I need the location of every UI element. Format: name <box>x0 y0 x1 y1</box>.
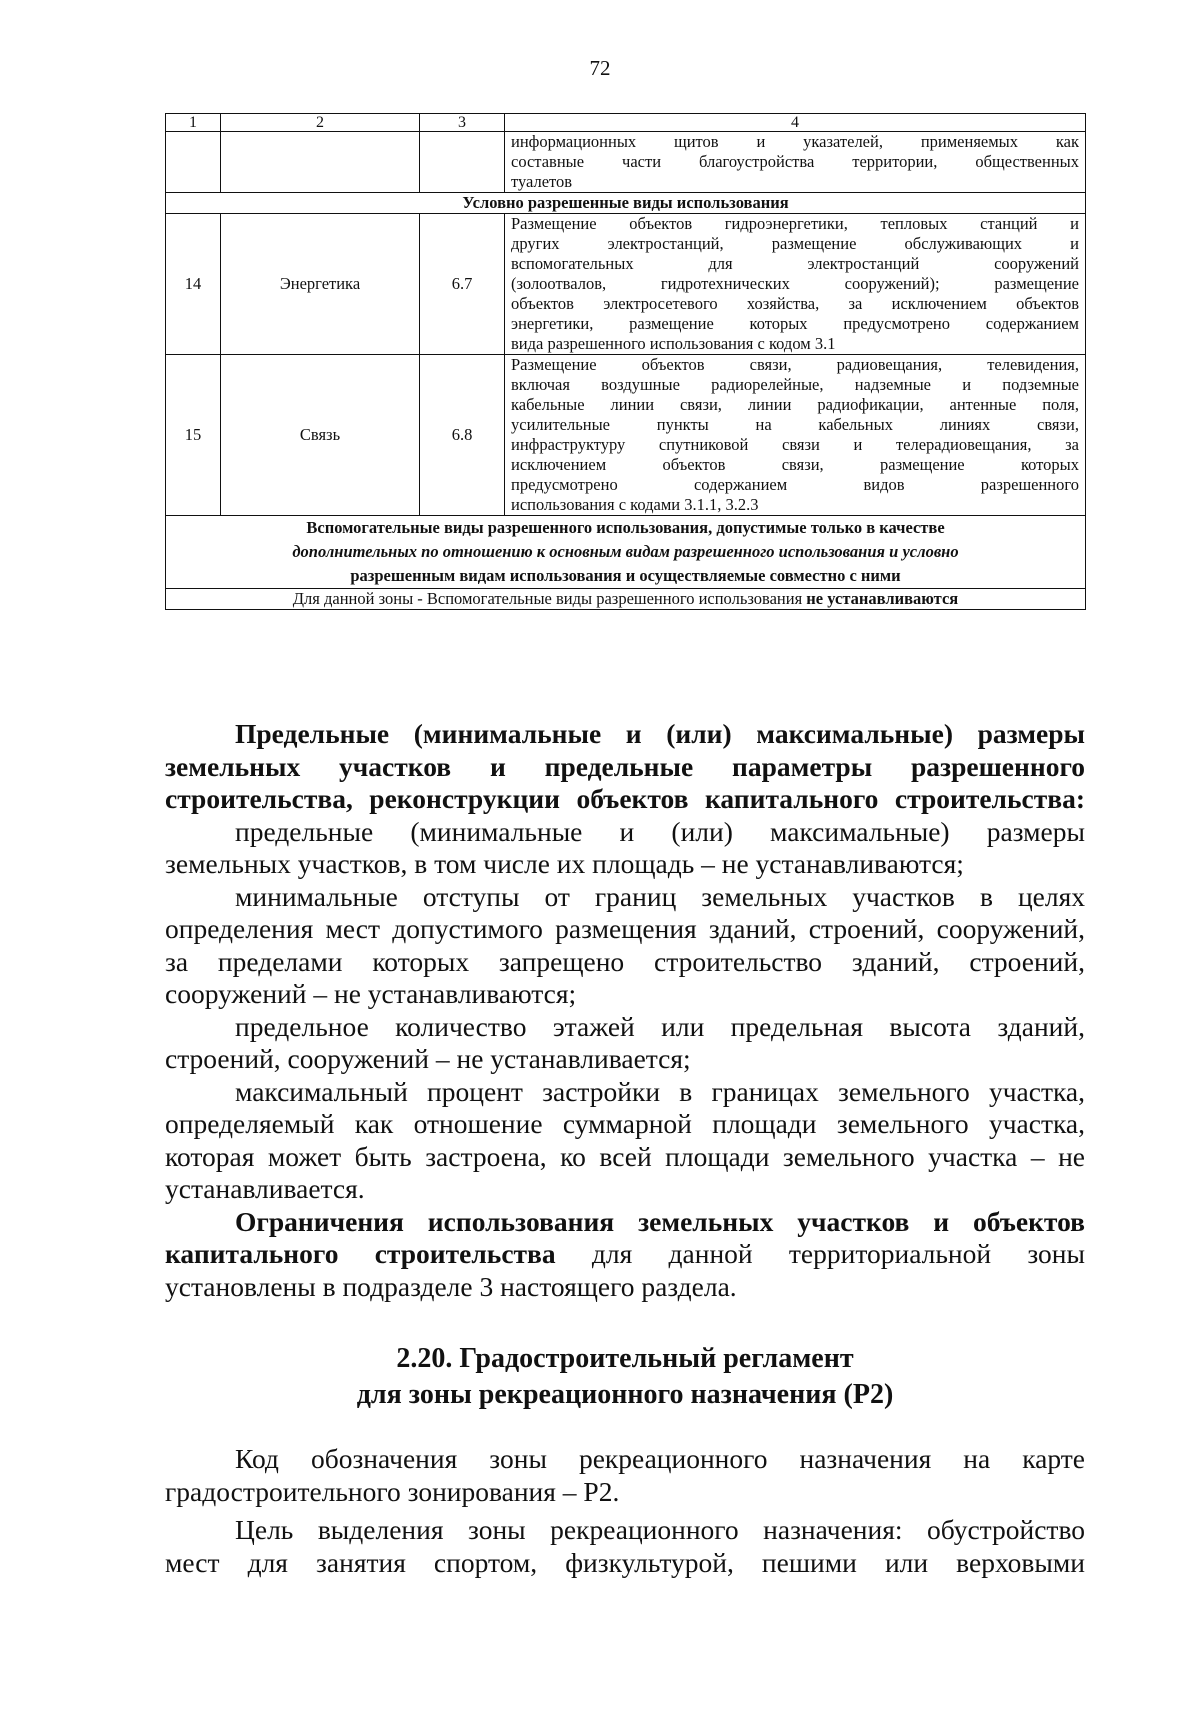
heading-line: Предельные (минимальные и (или) максимальные) размеры <box>235 718 1085 749</box>
paragraph-line: земельных участков, в том числе их площадь – не устанавливаются; <box>165 848 964 879</box>
restrictions-bold: капитального строительства <box>165 1238 556 1269</box>
description-line: инфраструктуру спутниковой связи и телерадиовещания, за <box>511 435 1079 454</box>
auxiliary-none-cell <box>166 589 1086 610</box>
column-header: 3 <box>420 114 505 132</box>
paragraph-line: минимальные отступы от границ земельных участков в целях <box>235 880 1085 912</box>
description-line: вспомогательных для электростанций сооружений <box>511 254 1079 273</box>
auxiliary-title-line: Вспомогательные виды разрешенного использования, допустимые только в качестве <box>306 518 945 537</box>
paragraph-line: определения мест допустимого размещения зданий, строений, сооружений, <box>165 913 1085 944</box>
paragraph-line: градостроительного зонирования – Р2. <box>165 1475 620 1507</box>
table-cell <box>420 132 505 193</box>
description-line: использования с кодами 3.1.1, 3.2.3 <box>511 495 759 514</box>
auxiliary-none-row <box>166 589 1086 610</box>
description-line: кабельные линии связи, линии радиофикации, антенные поля, <box>511 395 1079 414</box>
zone-info-block <box>165 1443 1085 1579</box>
paragraph-line: предельные (минимальные и (или) максимальные) размеры <box>235 815 1085 847</box>
use-description <box>505 214 1086 355</box>
continuation-description <box>505 132 1086 193</box>
paragraph-line: мест для занятия спортом, физкультурой, пешими или верховыми <box>165 1546 1085 1578</box>
restrictions-paragraph <box>165 1206 1085 1304</box>
restrictions-text: для данной территориальной зоны <box>555 1238 1085 1269</box>
table-header-row <box>166 114 1086 132</box>
paragraph-line: предельное количество этажей или предельная высота зданий, <box>235 1010 1085 1042</box>
row-number: 14 <box>166 214 221 355</box>
table-row <box>166 132 1086 193</box>
use-description <box>505 355 1086 516</box>
auxiliary-none-text: Для данной зоны - Вспомогательные виды разрешенного использования <box>292 589 807 608</box>
description-line: исключением объектов связи, размещение которых <box>511 455 1079 474</box>
description-line: энергетики, размещение которых предусмотрено содержанием <box>511 314 1079 333</box>
page-number: 72 <box>589 56 611 80</box>
paragraph-line: строений, сооружений – не устанавливается; <box>165 1043 691 1074</box>
description-line: Размещение объектов связи, радиовещания, телевидения, <box>511 355 1079 374</box>
table-cell <box>221 132 420 193</box>
description-line: (золоотвалов, гидротехнических сооружений); размещение <box>511 274 1079 293</box>
table-row <box>166 355 1086 516</box>
paragraph-line: за пределами которых запрещено строительство зданий, строений, <box>165 945 1085 977</box>
column-header: 4 <box>505 114 1086 132</box>
land-use-table <box>165 113 1086 610</box>
limits-paragraph-3 <box>165 1011 1085 1076</box>
use-name: Энергетика <box>221 214 420 355</box>
heading-line: строительства, реконструкции объектов капитального строительства: <box>165 783 1085 814</box>
limits-heading <box>165 718 1085 816</box>
auxiliary-title-line: разрешенным видам использования и осуществляемые совместно с ними <box>350 566 901 585</box>
restrictions-line: Ограничения использования земельных участков и объектов <box>235 1205 1085 1237</box>
auxiliary-title-line: дополнительных по отношению к основным видам разрешенного использования и условно <box>292 542 959 561</box>
column-header: 1 <box>166 114 221 132</box>
restrictions-line <box>165 1238 1085 1271</box>
description-line: Размещение объектов гидроэнергетики, тепловых станций и <box>511 214 1079 233</box>
column-header: 2 <box>221 114 420 132</box>
description-line: предусмотрено содержанием видов разрешенного <box>511 475 1079 494</box>
conditional-section-title: Условно разрешенные виды использования <box>166 193 1086 214</box>
use-name: Связь <box>221 355 420 516</box>
section-title <box>165 1341 1085 1413</box>
zone-code-paragraph <box>165 1443 1085 1508</box>
limits-paragraph-2 <box>165 881 1085 1011</box>
conditional-section-row <box>166 193 1086 214</box>
restrictions-line: установлены в подразделе 3 настоящего раздела. <box>165 1270 737 1302</box>
use-code: 6.7 <box>420 214 505 355</box>
heading-line: земельных участков и предельные параметры разрешенного <box>165 750 1085 782</box>
paragraph-line: которая может быть застроена, ко всей площади земельного участка – не <box>165 1140 1085 1172</box>
table-cell <box>166 132 221 193</box>
auxiliary-none-emphasis: не устанавливаются <box>806 589 959 608</box>
description-line: объектов электросетевого хозяйства, за исключением объектов <box>511 294 1079 313</box>
description-line: вида разрешенного использования с кодом 3.1 <box>511 334 836 353</box>
section-title-line: 2.20. Градостроительный регламент <box>396 1343 854 1374</box>
description-line: включая воздушные радиорелейные, надземные и подземные <box>511 375 1079 394</box>
use-code: 6.8 <box>420 355 505 516</box>
description-line: составные части благоустройства территории, общественных <box>511 152 1079 171</box>
description-line: информационных щитов и указателей, применяемых как <box>511 132 1079 151</box>
limits-block <box>165 718 1085 1303</box>
limits-paragraph-4 <box>165 1076 1085 1206</box>
description-line: туалетов <box>511 172 573 191</box>
auxiliary-section-row <box>166 516 1086 589</box>
row-number: 15 <box>166 355 221 516</box>
paragraph-line: Код обозначения зоны рекреационного назначения на карте <box>235 1443 1085 1474</box>
paragraph-line: Цель выделения зоны рекреационного назначения: обустройство <box>235 1514 1085 1545</box>
auxiliary-section-title <box>166 516 1086 589</box>
table-row <box>166 214 1086 355</box>
zone-purpose-paragraph <box>165 1514 1085 1579</box>
paragraph-line: сооружений – не устанавливаются; <box>165 978 577 1009</box>
paragraph-line: максимальный процент застройки в границах земельного участка, <box>235 1075 1085 1107</box>
description-line: других электростанций, размещение обслуживающих и <box>511 234 1079 253</box>
paragraph-line: определяемый как отношение суммарной площади земельного участка, <box>165 1108 1085 1139</box>
limits-paragraph-1 <box>165 816 1085 881</box>
description-line: усилительные пункты на кабельных линиях связи, <box>511 415 1079 434</box>
section-title-line: для зоны рекреационного назначения (Р2) <box>356 1379 894 1410</box>
paragraph-line: устанавливается. <box>165 1173 365 1204</box>
